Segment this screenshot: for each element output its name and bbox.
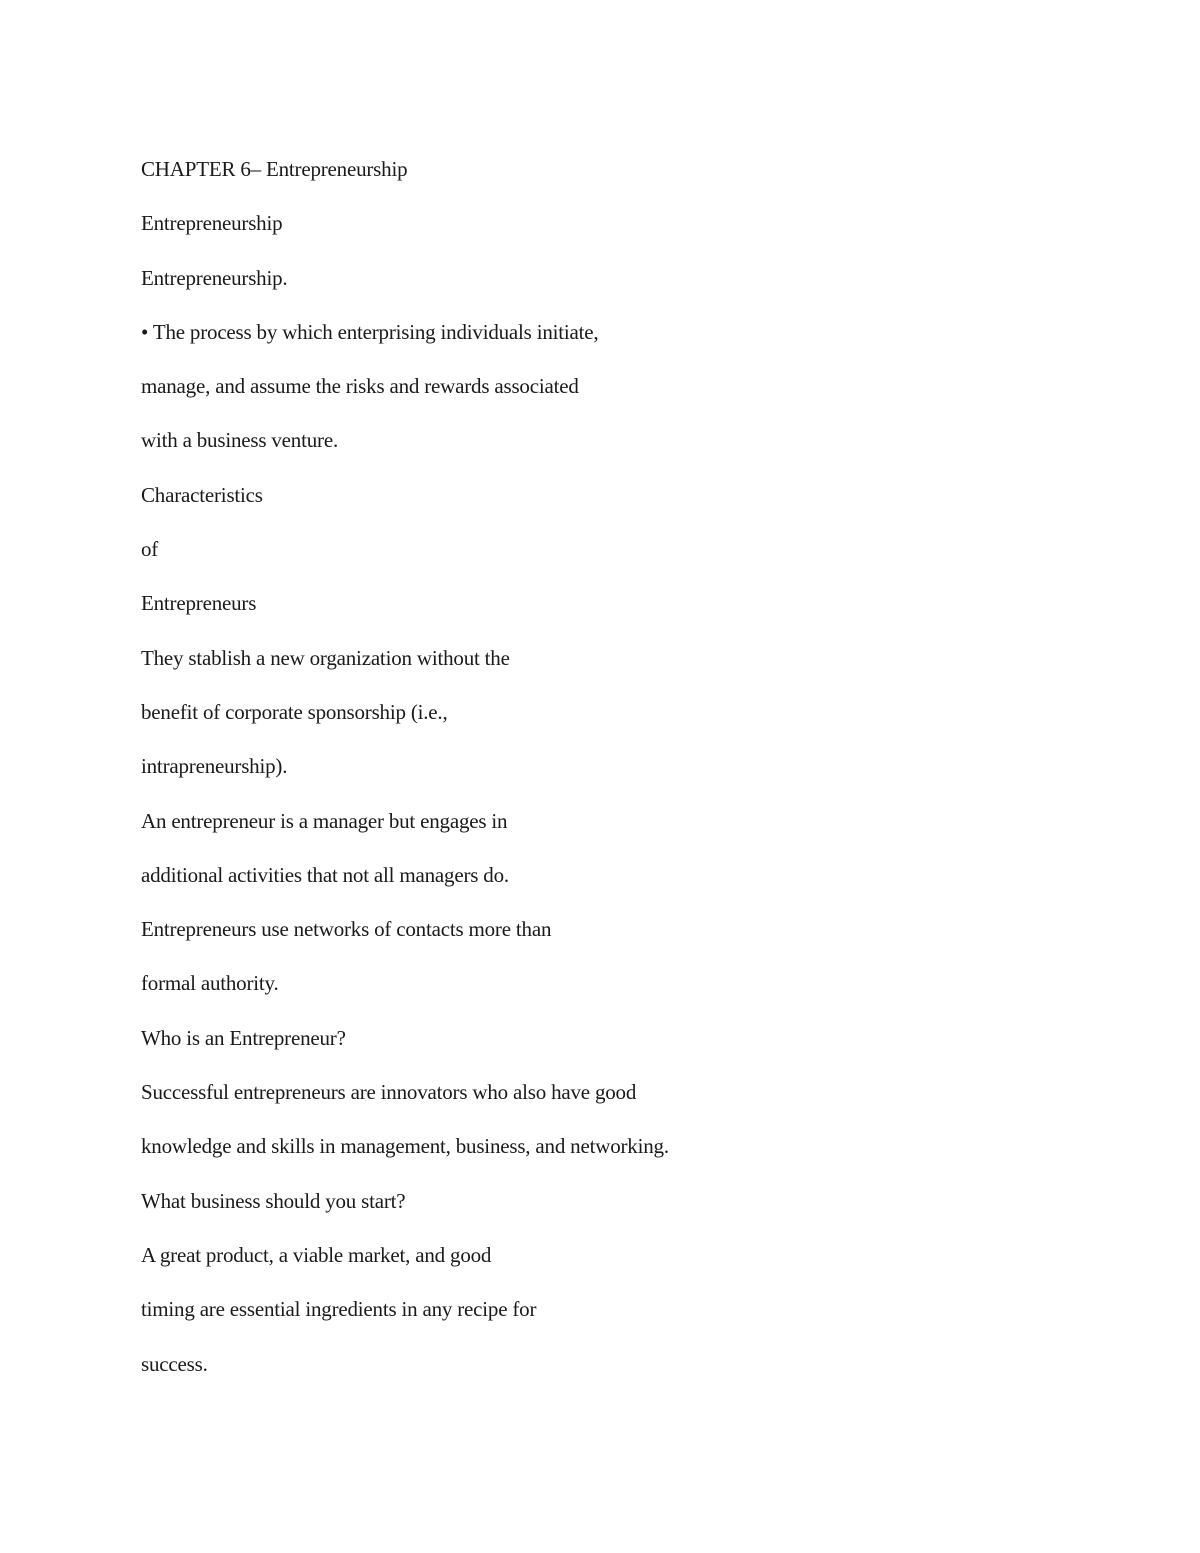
document-line: manage, and assume the risks and rewards associated — [141, 374, 579, 399]
document-line: Successful entrepreneurs are innovators who also have good — [141, 1080, 637, 1105]
document-line: formal authority. — [141, 971, 279, 996]
document-line: Characteristics — [141, 482, 263, 507]
document-line: A great product, a viable market, and good — [141, 1242, 492, 1267]
document-line: additional activities that not all managers do. — [141, 862, 509, 887]
document-line: benefit of corporate sponsorship (i.e., — [141, 699, 448, 724]
document-line: with a business venture. — [141, 428, 338, 453]
document-line: intrapreneurship). — [141, 754, 288, 779]
document-line: of — [141, 537, 159, 562]
document-line: Entrepreneurs — [141, 591, 257, 616]
document-line: What business should you start? — [141, 1188, 406, 1213]
document-line: An entrepreneur is a manager but engages in — [141, 808, 508, 833]
document-line: knowledge and skills in management, business, and networking. — [141, 1134, 669, 1159]
document-line: • The process by which enterprising individuals initiate, — [141, 319, 599, 344]
document-body — [141, 142, 669, 1391]
document-line: Who is an Entrepreneur? — [141, 1025, 346, 1050]
document-line: success. — [141, 1351, 208, 1376]
document-line: They stablish a new organization without the — [141, 645, 510, 670]
document-line: Entrepreneurs use networks of contacts more than — [141, 917, 552, 942]
document-line: timing are essential ingredients in any recipe for — [141, 1297, 537, 1322]
chapter-title: CHAPTER 6– Entrepreneurship — [141, 157, 408, 181]
document-line: Entrepreneurship — [141, 211, 283, 236]
document-line: Entrepreneurship. — [141, 265, 288, 290]
